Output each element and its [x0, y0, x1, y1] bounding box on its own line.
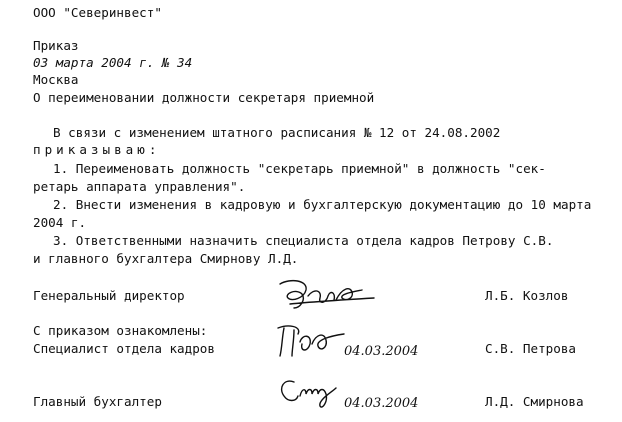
- order-item-2-line-1: 2. Внести изменения в кадровую и бухгалтерскую документацию до 10 марта: [53, 197, 592, 212]
- order-item-2-line-2: 2004 г.: [33, 215, 87, 230]
- hr-specialist-date: 04.03.2004: [344, 344, 419, 359]
- director-name: Л.Б. Козлов: [485, 288, 569, 303]
- hr-specialist-signature: [272, 322, 352, 362]
- director-signature: [270, 274, 380, 314]
- document-type: Приказ: [33, 38, 79, 53]
- document-date-number: 03 марта 2004 г. № 34: [33, 55, 193, 70]
- preamble: В связи с изменением штатного расписания № 12 от 24.08.2002: [53, 125, 501, 140]
- document-city: Москва: [33, 72, 79, 87]
- hr-specialist-name: С.В. Петрова: [485, 341, 576, 356]
- order-item-1-line-1: 1. Переименовать должность "секретарь приемной" в должность "сек-: [53, 161, 546, 176]
- order-item-1-line-2: ретарь аппарата управления".: [33, 179, 246, 194]
- chief-accountant-name: Л.Д. Смирнова: [485, 394, 584, 409]
- director-title: Генеральный директор: [33, 288, 185, 303]
- document-subject: О переименовании должности секретаря приемной: [33, 90, 375, 105]
- order-word: приказываю:: [33, 142, 161, 157]
- order-item-3-line-2: и главного бухгалтера Смирнову Л.Д.: [33, 251, 299, 266]
- chief-accountant-title: Главный бухгалтер: [33, 394, 162, 409]
- hr-specialist-title: Специалист отдела кадров: [33, 341, 215, 356]
- company-name: ООО "Северинвест": [33, 5, 162, 20]
- acquainted-heading: С приказом ознакомлены:: [33, 323, 208, 338]
- chief-accountant-date: 04.03.2004: [344, 396, 419, 411]
- order-item-3-line-1: 3. Ответственными назначить специалиста отдела кадров Петрову С.В.: [53, 233, 554, 248]
